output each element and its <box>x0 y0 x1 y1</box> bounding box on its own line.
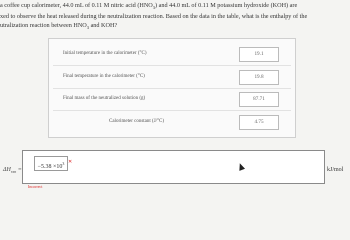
question-line-2: xed to observe the heat released during the neutralization reaction. Based on the data in the table, what is the enthalpy of the <box>0 13 308 21</box>
table-row <box>49 112 295 132</box>
incorrect-icon: ✕ <box>68 159 73 165</box>
table-row <box>49 89 295 109</box>
row-divider <box>53 65 291 66</box>
row-value: 19.1 <box>239 47 279 62</box>
question-text <box>0 1 350 32</box>
row-label: Final mass of the neutralized solution (g) <box>63 96 146 101</box>
row-label: Calorimeter constant (J/°C) <box>109 119 165 124</box>
unit-label: kJ/mol <box>327 167 344 173</box>
row-label: Initial temperature in the calorimeter (°C) <box>63 51 147 56</box>
table-row <box>49 67 295 87</box>
data-table <box>48 38 296 138</box>
row-value: 19.8 <box>239 70 279 85</box>
status-text: Incorrect <box>28 184 43 189</box>
question-line-3: utralization reaction between $HNO_3$ and KOH? <box>0 22 118 31</box>
table-row <box>49 44 295 64</box>
row-label: Final temperature in the calorimeter (°C) <box>63 74 145 79</box>
row-value: 4.75 <box>239 115 279 130</box>
row-value: 87.71 <box>239 92 279 107</box>
question-line-1: a coffee cup calorimeter, 44.0 mL of 0.11 M nitric acid $(HNO_3)$ and 44.0 mL of 0.11 M potassium hydroxide (KOH) are <box>0 2 298 11</box>
answer-input[interactable]: $-5.38 \times 10^3$ <box>34 156 68 171</box>
row-divider <box>53 110 291 111</box>
delta-h-label: $\Delta H_{rxn}$ = <box>3 167 22 175</box>
